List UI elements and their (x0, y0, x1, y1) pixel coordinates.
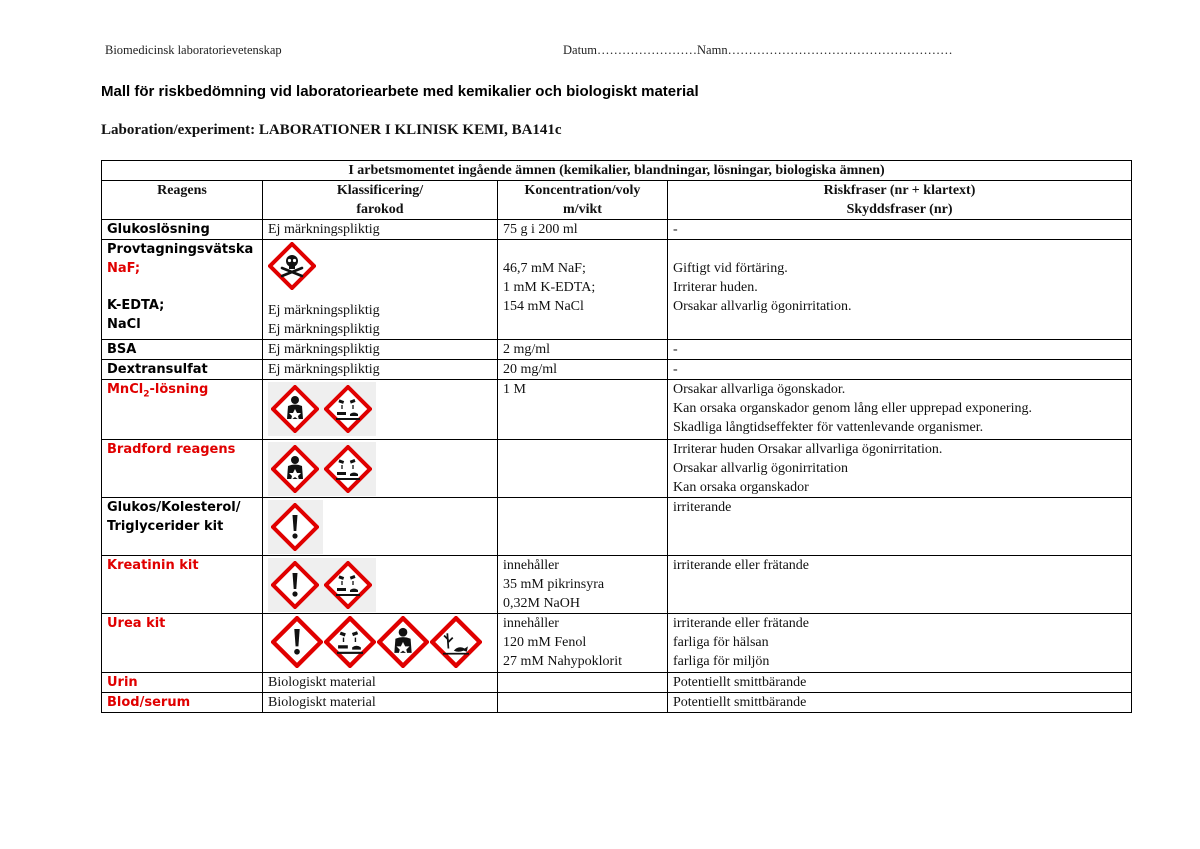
pictogram-group (268, 442, 376, 496)
col-header-risk-line2: Skyddsfraser (nr) (846, 202, 953, 217)
table-caption-row (102, 161, 1132, 181)
reagent-kit-line2: Triglycerider kit (107, 519, 224, 534)
concentration (498, 673, 668, 693)
document-title: Mall för riskbedömning vid laboratoriearbete med kemikalier och biologiskt material (101, 83, 699, 100)
classification (263, 440, 498, 498)
risk-line: farliga för hälsan (673, 635, 769, 650)
col-header-koncentration (498, 181, 668, 220)
date-name-field: Datum……………………Namn……………………………………………… (563, 43, 953, 57)
concentration: 75 g i 200 ml (498, 220, 668, 240)
pictogram-group (268, 500, 323, 554)
reagent-kedta: K-EDTA; (107, 298, 165, 313)
risk-phrases: Potentiellt smittbärande (668, 673, 1132, 693)
risk-phrases (668, 614, 1132, 673)
concentration: 20 mg/ml (498, 360, 668, 380)
classification (263, 614, 498, 673)
reagent-name: Glukoslösning (102, 220, 263, 240)
col-header-konc-line2: m/vikt (563, 202, 602, 217)
conc-kedta: 1 mM K-EDTA; (503, 280, 596, 295)
col-header-risk-line1: Riskfraser (nr + klartext) (823, 183, 976, 198)
risk-phrases: irriterande eller frätande (668, 556, 1132, 614)
col-header-klass-line1: Klassificering/ (336, 183, 424, 198)
concentration: 2 mg/ml (498, 340, 668, 360)
table-caption: I arbetsmomentet ingående ämnen (kemikalier, blandningar, lösningar, biologiska ämnen) (102, 161, 1132, 181)
corrosion-icon (324, 616, 376, 668)
reagent-name: Kreatinin kit (102, 556, 263, 614)
risk-line: Kan orsaka organskador genom lång eller upprepad exponering. (673, 401, 1032, 416)
conc-line: innehåller (503, 558, 559, 573)
reagent-name (102, 240, 263, 340)
classification: Biologiskt material (263, 693, 498, 713)
health-hazard-icon (271, 385, 319, 433)
reagent-name: BSA (102, 340, 263, 360)
classification (263, 556, 498, 614)
table-row (102, 614, 1132, 673)
concentration (498, 693, 668, 713)
reagent-nacl: NaCl (107, 317, 141, 332)
reagent-name: Urea kit (102, 614, 263, 673)
reagent-name: Bradford reagens (102, 440, 263, 498)
col-header-klassificering (263, 181, 498, 220)
risk-line: Orsakar allvarlig ögonirritation. (673, 299, 852, 314)
health-hazard-icon (377, 616, 429, 668)
classification-kedta: Ej märkningspliktig (268, 303, 380, 318)
risk-phrases (668, 240, 1132, 340)
concentration (498, 440, 668, 498)
classification-nacl: Ej märkningspliktig (268, 322, 380, 337)
risk-phrases (668, 380, 1132, 440)
conc-nacl: 154 mM NaCl (503, 299, 584, 314)
course-name: Biomedicinsk laboratorievetenskap (105, 43, 282, 57)
col-header-konc-line1: Koncentration/voly (524, 183, 641, 198)
reagent-provtag: Provtagningsvätska (107, 242, 254, 257)
risk-phrases: - (668, 360, 1132, 380)
risk-phrases: - (668, 340, 1132, 360)
table-row (102, 220, 1132, 240)
reagent-mncl-a: MnCl (107, 382, 144, 397)
reagent-name: Urin (102, 673, 263, 693)
reagent-name (102, 380, 263, 440)
risk-line: Irriterar huden. (673, 280, 758, 295)
conc-line: 35 mM pikrinsyra (503, 577, 605, 592)
exclamation-mark-icon (271, 616, 323, 668)
health-hazard-icon (271, 445, 319, 493)
skull-crossbones-icon (268, 242, 316, 290)
conc-naf: 46,7 mM NaF; (503, 261, 586, 276)
table-row (102, 498, 1132, 556)
concentration: 1 M (498, 380, 668, 440)
concentration (498, 614, 668, 673)
table-row (102, 380, 1132, 440)
classification: Biologiskt material (263, 673, 498, 693)
risk-line: Irriterar huden Orsakar allvarliga ögonirritation. (673, 442, 943, 457)
table-row (102, 340, 1132, 360)
reagent-naf: NaF; (107, 261, 141, 276)
classification: Ej märkningspliktig (263, 340, 498, 360)
classification (263, 380, 498, 440)
risk-line: Orsakar allvarliga ögonskador. (673, 382, 846, 397)
risk-phrases: irriterande (668, 498, 1132, 556)
concentration (498, 556, 668, 614)
risk-phrases: - (668, 220, 1132, 240)
conc-line: 0,32M NaOH (503, 596, 580, 611)
conc-line: 120 mM Fenol (503, 635, 587, 650)
concentration (498, 240, 668, 340)
risk-line: Orsakar allvarlig ögonirritation (673, 461, 848, 476)
environment-icon (430, 616, 482, 668)
reagent-mncl-sub: 2 (143, 389, 150, 400)
risk-assessment-table (101, 160, 1132, 713)
risk-line: Giftigt vid förtäring. (673, 261, 788, 276)
risk-phrases (668, 440, 1132, 498)
table-row (102, 240, 1132, 340)
concentration (498, 498, 668, 556)
reagent-name: Dextransulfat (102, 360, 263, 380)
risk-line: Kan orsaka organskador (673, 480, 809, 495)
conc-line: 27 mM Nahypoklorit (503, 654, 622, 669)
table-row (102, 556, 1132, 614)
corrosion-icon (324, 385, 372, 433)
classification (263, 498, 498, 556)
table-row (102, 693, 1132, 713)
risk-phrases: Potentiellt smittbärande (668, 693, 1132, 713)
exclamation-mark-icon (271, 561, 319, 609)
pictogram-group (268, 558, 376, 612)
pictogram-group (268, 382, 376, 436)
reagent-kit-line1: Glukos/Kolesterol/ (107, 500, 241, 515)
table-row (102, 673, 1132, 693)
reagent-mncl-b: -lösning (149, 382, 209, 397)
col-header-reagens (102, 181, 263, 220)
conc-line: innehåller (503, 616, 559, 631)
table-header-row (102, 181, 1132, 220)
corrosion-icon (324, 445, 372, 493)
table-row (102, 440, 1132, 498)
col-header-reagens-text: Reagens (157, 183, 207, 198)
reagent-name (102, 498, 263, 556)
experiment-subtitle: Laboration/experiment: LABORATIONER I KLINISK KEMI, BA141c (101, 122, 562, 138)
risk-line: irriterande eller frätande (673, 616, 810, 631)
classification (263, 240, 498, 340)
col-header-riskfraser (668, 181, 1132, 220)
risk-line: farliga för miljön (673, 654, 770, 669)
classification: Ej märkningspliktig (263, 220, 498, 240)
risk-line: Skadliga långtidseffekter för vattenlevande organismer. (673, 420, 984, 435)
corrosion-icon (324, 561, 372, 609)
reagent-name: Blod/serum (102, 693, 263, 713)
classification: Ej märkningspliktig (263, 360, 498, 380)
exclamation-mark-icon (271, 503, 319, 551)
col-header-klass-line2: farokod (356, 202, 404, 217)
table-row (102, 360, 1132, 380)
